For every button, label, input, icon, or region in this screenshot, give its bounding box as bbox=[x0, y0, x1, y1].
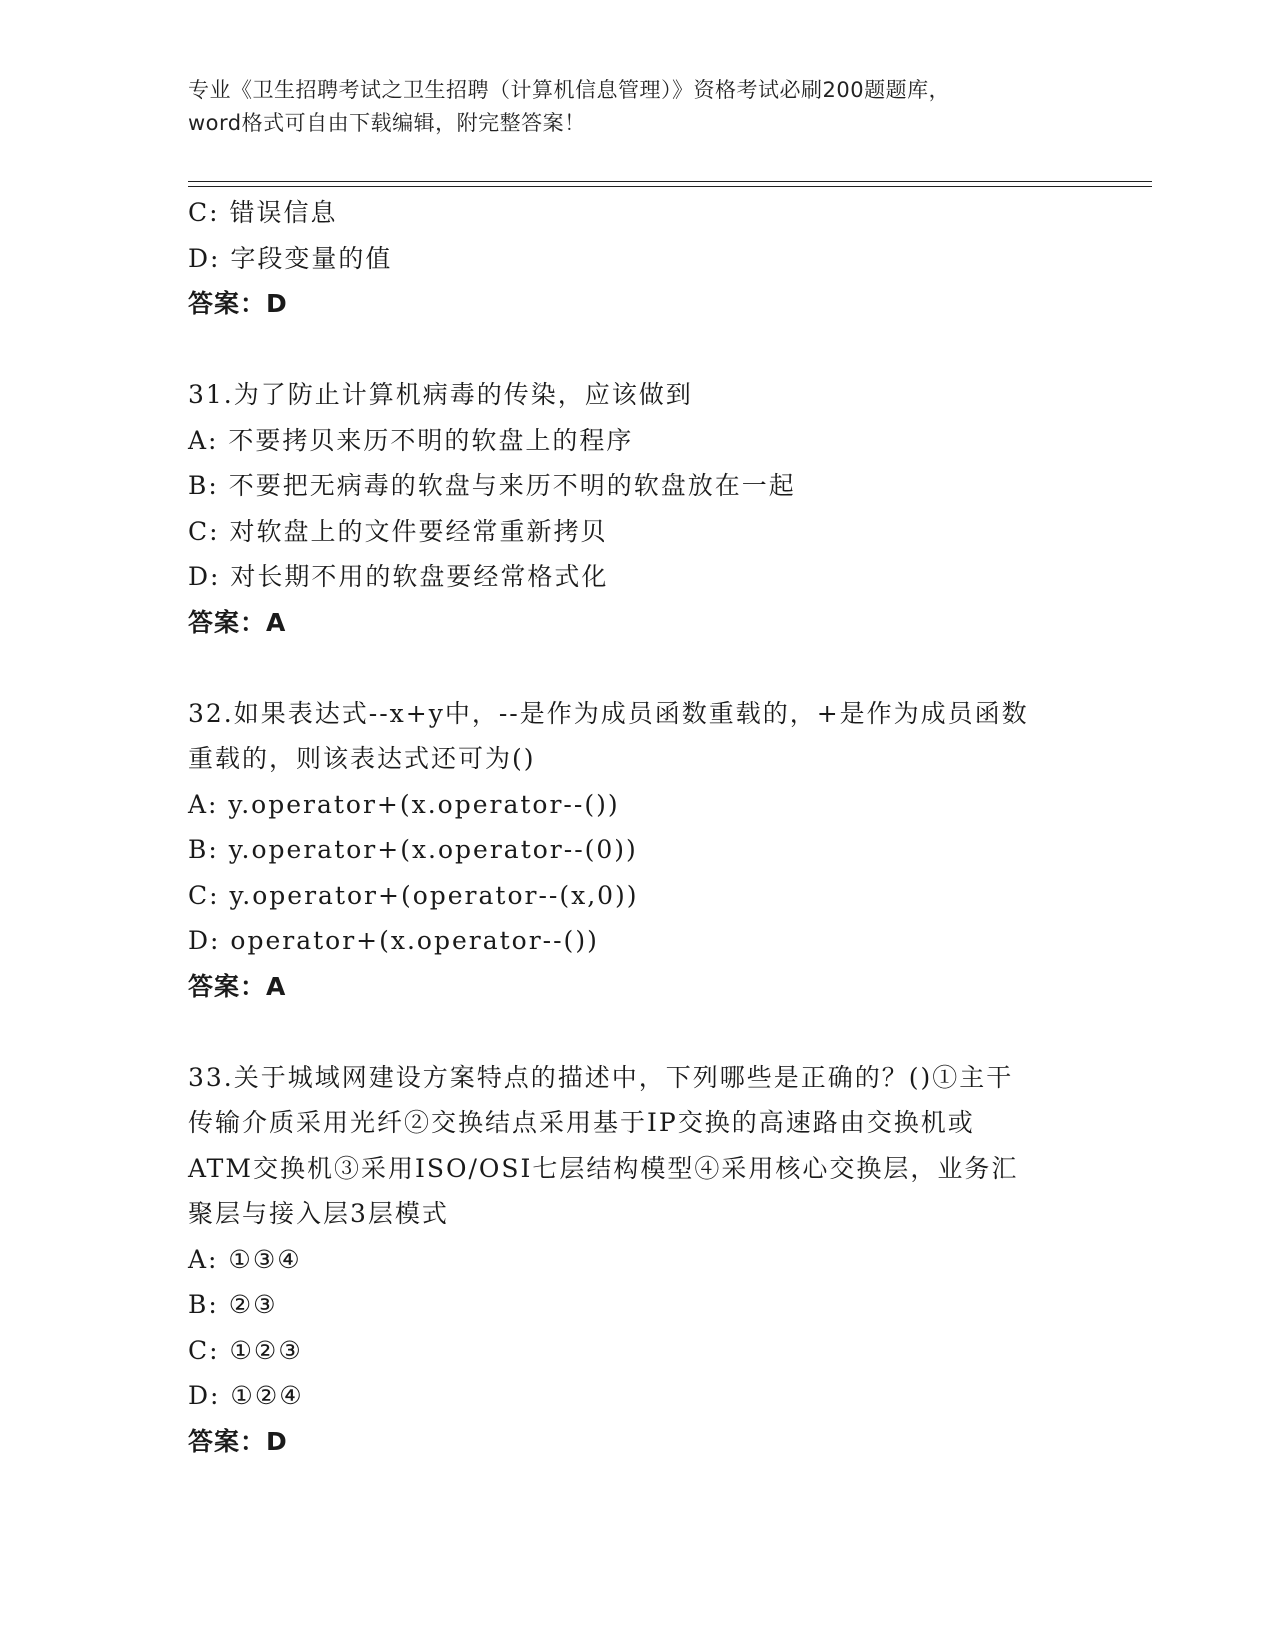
spacer bbox=[188, 327, 1088, 373]
q31-stem: 31.为了防止计算机病毒的传染，应该做到 bbox=[188, 380, 693, 409]
q31-option-a: A: 不要拷贝来历不明的软盘上的程序 bbox=[188, 425, 634, 455]
prev-option-c: C: 错误信息 bbox=[188, 198, 338, 227]
q33-answer: 答案：D bbox=[188, 1426, 288, 1456]
q33-option-c: C: ①②③ bbox=[188, 1335, 303, 1365]
q32-option-d: D: operator+(x.operator--()) bbox=[188, 926, 599, 955]
q32-option-a: A: y.operator+(x.operator--()) bbox=[188, 789, 620, 819]
q31-answer: 答案：A bbox=[188, 607, 287, 637]
q32-answer: 答案：A bbox=[188, 971, 287, 1001]
q33-stem-line-4: 聚层与接入层3层模式 bbox=[188, 1199, 449, 1228]
q31-option-d: D: 对长期不用的软盘要经常格式化 bbox=[188, 562, 609, 591]
q33-stem-line-2: 传输介质采用光纤②交换结点采用基于IP交换的高速路由交换机或 bbox=[188, 1108, 975, 1137]
spacer bbox=[188, 645, 1088, 691]
prev-option-d: D: 字段变量的值 bbox=[188, 243, 393, 273]
q33-stem-line-1: 33.关于城域网建设方案特点的描述中，下列哪些是正确的？()①主干 bbox=[188, 1062, 1014, 1092]
q31-option-c: C: 对软盘上的文件要经常重新拷贝 bbox=[188, 516, 608, 546]
q31-option-b: B: 不要把无病毒的软盘与来历不明的软盘放在一起 bbox=[188, 471, 796, 500]
q33-option-a: A: ①③④ bbox=[188, 1244, 302, 1274]
q32-stem-line-1: 32.如果表达式--x+y中，--是作为成员函数重载的，+是作为成员函数 bbox=[188, 698, 1029, 728]
question-content bbox=[188, 190, 1088, 1464]
spacer bbox=[188, 1009, 1088, 1055]
header-rule-top bbox=[188, 181, 1152, 182]
q32-option-b: B: y.operator+(x.operator--(0)) bbox=[188, 835, 638, 864]
header-line-1: 专业《卫生招聘考试之卫生招聘（计算机信息管理）》资格考试必刷200题题库， bbox=[188, 78, 951, 102]
q32-option-c: C: y.operator+(operator--(x,0)) bbox=[188, 880, 639, 910]
q33-stem-line-3: ATM交换机③采用ISO/OSI七层结构模型④采用核心交换层，业务汇 bbox=[188, 1153, 1019, 1183]
prev-answer: 答案：D bbox=[188, 289, 288, 318]
header-rule-bottom bbox=[188, 186, 1152, 187]
header-line-2: word格式可自由下载编辑，附完整答案！ bbox=[188, 111, 586, 135]
document-header bbox=[188, 74, 1088, 140]
q33-option-b: B: ②③ bbox=[188, 1290, 278, 1319]
q32-stem-line-2: 重载的，则该表达式还可为() bbox=[188, 744, 536, 773]
q33-option-d: D: ①②④ bbox=[188, 1381, 304, 1410]
